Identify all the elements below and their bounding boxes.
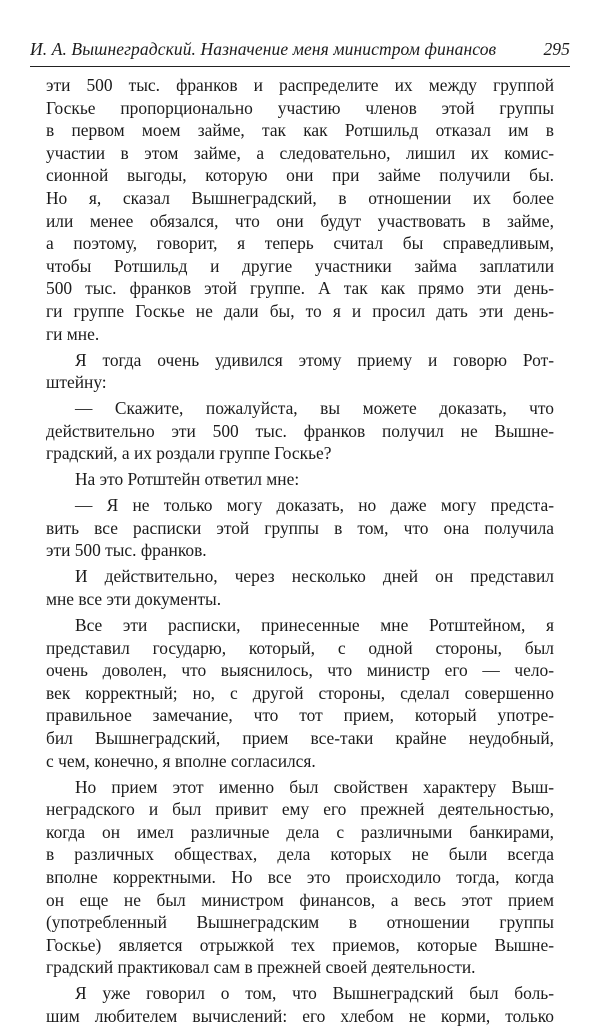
text-line: Я тогда очень удивился этому приему и говорю Рот- bbox=[75, 349, 554, 370]
text-line: мне все эти документы. bbox=[46, 589, 222, 610]
paragraph bbox=[46, 614, 554, 772]
text-line: — Скажите, пожалуйста, вы можете доказать, что bbox=[75, 398, 554, 419]
text-line: или менее обязался, что они будут участвовать в займе, bbox=[46, 210, 554, 231]
paragraph bbox=[46, 494, 554, 562]
page-number: 295 bbox=[543, 39, 570, 59]
text-line: Но прием этот именно был свойствен характеру Выш- bbox=[75, 776, 554, 797]
text-line: чтобы Ротшильд и другие участники займа заплатили bbox=[46, 255, 554, 276]
text-line: правильное замечание, что тот прием, который употре- bbox=[46, 705, 554, 726]
text-line: И действительно, через несколько дней он представил bbox=[75, 566, 554, 587]
header-rule bbox=[30, 66, 570, 67]
text-line: с чем, конечно, я вполне согласился. bbox=[46, 750, 316, 771]
text-line: действительно эти 500 тыс. франков получил не Вышне- bbox=[46, 420, 554, 441]
text-line: штейну: bbox=[46, 372, 107, 393]
text-line: в различных обществах, дела которых не были всегда bbox=[46, 844, 554, 865]
text-line: бил Вышнеградский, прием все-таки крайне неудобный, bbox=[46, 727, 554, 748]
text-line: Но я, сказал Вышнеградский, в отношении их более bbox=[46, 187, 554, 208]
text-line: Госкье) является отрыжкой тех приемов, которые Вышне- bbox=[46, 934, 554, 955]
text-line: шим любителем вычислений: его хлебом не корми, только bbox=[46, 1005, 554, 1026]
text-line: эти 500 тыс. франков. bbox=[46, 540, 207, 561]
text-line: На это Ротштейн ответил мне: bbox=[75, 469, 300, 490]
text-line: градский практиковал сам в прежней своей деятельности. bbox=[46, 957, 476, 978]
text-line: ги мне. bbox=[46, 323, 100, 344]
text-line: сионной выгоды, которую они при займе получили бы. bbox=[46, 165, 554, 186]
paragraph bbox=[46, 776, 554, 979]
text-line: вполне корректными. Но все это происходило тогда, когда bbox=[46, 866, 554, 887]
body-text bbox=[46, 74, 554, 1027]
text-line: неградского и был привит ему его прежней деятельностью, bbox=[46, 799, 554, 820]
paragraph bbox=[46, 565, 554, 610]
text-line: век корректный; но, с другой стороны, сделал совершенно bbox=[46, 682, 554, 703]
text-line: градский, а их роздали группе Госкье? bbox=[46, 443, 332, 464]
text-line: Все эти расписки, принесенные мне Ротштейном, я bbox=[75, 615, 554, 635]
text-line: когда он имел различные дела с различными банкирами, bbox=[46, 821, 554, 842]
text-line: он еще не был министром финансов, а весь этот прием bbox=[46, 889, 554, 910]
text-line: в первом моем займе, так как Ротшильд отказал им в bbox=[46, 120, 554, 141]
paragraph bbox=[46, 468, 554, 491]
text-line: 500 тыс. франков этой группе. А так как прямо эти день- bbox=[46, 278, 554, 299]
text-line: а поэтому, говорит, я теперь считал бы справедливым, bbox=[46, 233, 554, 254]
text-line: ги группе Госкье не дали бы, то я и просил дать эти день- bbox=[46, 300, 554, 321]
text-line: представил государю, который, с одной стороны, был bbox=[46, 637, 554, 658]
paragraph bbox=[46, 397, 554, 465]
paragraph bbox=[46, 982, 554, 1027]
text-line: (употребленный Вышнеградским в отношении группы bbox=[46, 912, 554, 933]
running-head bbox=[30, 38, 570, 60]
text-line: Госкье пропорционально участию членов этой группы bbox=[46, 97, 554, 118]
text-line: очень доволен, что выяснилось, что министр его — чело- bbox=[46, 660, 554, 681]
paragraph bbox=[46, 349, 554, 394]
text-line: вить все расписки этой группы в том, что она получила bbox=[46, 517, 554, 538]
text-line: участии в этом займе, а следовательно, лишил их комис- bbox=[46, 142, 554, 163]
running-title: И. А. Вышнеградский. Назначение меня министром финансов bbox=[30, 39, 497, 59]
paragraph bbox=[46, 74, 554, 345]
text-line: — Я не только могу доказать, но даже могу предста- bbox=[75, 495, 554, 516]
text-line: эти 500 тыс. франков и распределите их между группой bbox=[46, 75, 554, 95]
text-line: Я уже говорил о том, что Вышнеградский был боль- bbox=[75, 983, 554, 1004]
